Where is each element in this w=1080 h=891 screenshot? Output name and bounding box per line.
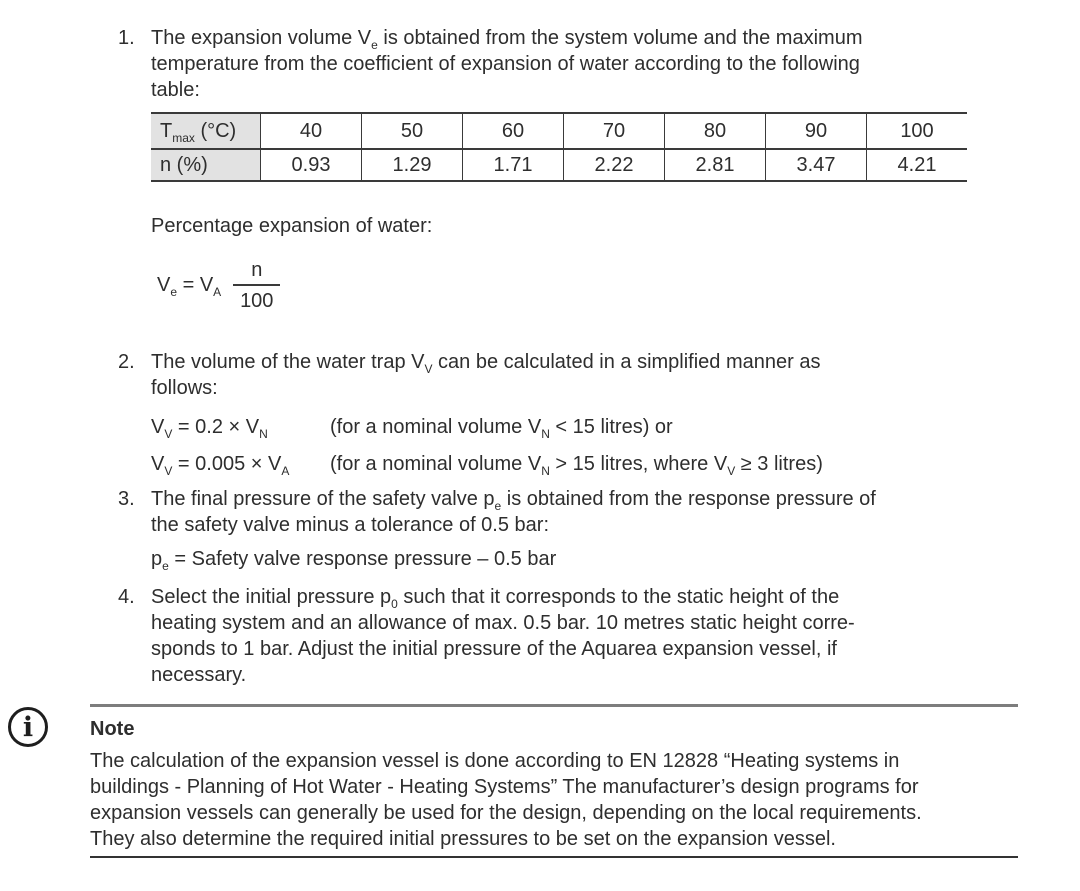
note-line: expansion vessels can generally be used for the design, depending on the local requirements. — [90, 802, 922, 824]
formula-expression — [151, 451, 330, 477]
info-icon: i — [8, 707, 48, 747]
subscript: 0 — [391, 597, 398, 611]
table-cell: 100 — [867, 113, 968, 149]
text-segment: T — [160, 120, 173, 142]
table-cell: 40 — [261, 113, 362, 149]
table-cell: 90 — [766, 113, 867, 149]
subscript: N — [541, 464, 550, 478]
subscript: V — [164, 464, 173, 478]
subscript: N — [541, 427, 550, 441]
item-text — [151, 349, 1080, 401]
text-segment: The volume of the water trap V — [151, 351, 425, 373]
text-segment: such that it corresponds to the static height of the — [397, 586, 840, 608]
subscript: max — [172, 131, 195, 145]
table-cell: 2.22 — [564, 149, 665, 181]
item-number: 4. — [118, 586, 135, 608]
table-cell: 80 — [665, 113, 766, 149]
table-cell: 1.71 — [463, 149, 564, 181]
subscript: N — [259, 427, 268, 441]
list-item-2 — [118, 349, 1080, 401]
item-text-line — [151, 25, 1080, 51]
text-segment: The expansion volume V — [151, 27, 372, 49]
text-segment: < 15 litres) or — [549, 416, 673, 438]
subscript: e — [371, 38, 378, 52]
text-segment: p — [151, 548, 163, 570]
note-heading: Note — [90, 718, 135, 740]
list-item-4 — [118, 584, 1080, 688]
formula-lhs — [157, 272, 221, 298]
item-text-line: the safety valve minus a tolerance of 0.5 bar: — [151, 514, 549, 536]
text-segment: = V — [177, 274, 214, 296]
water-trap-formula-row-1 — [151, 414, 1080, 440]
subscript: V — [727, 464, 736, 478]
table-row-n — [151, 149, 967, 181]
text-segment: (for a nominal volume V — [330, 453, 542, 475]
subscript: A — [213, 285, 222, 299]
note-paragraph — [90, 748, 1018, 852]
text-segment: The final pressure of the safety valve p — [151, 488, 495, 510]
text-segment: is obtained from the response pressure of — [501, 488, 876, 510]
text-segment: V — [151, 416, 165, 438]
formula-condition — [330, 414, 673, 440]
text-segment: = 0.005 × V — [172, 453, 282, 475]
item-text — [151, 486, 1080, 538]
item-number: 1. — [118, 27, 135, 49]
text-segment: Select the initial pressure p — [151, 586, 392, 608]
item-text-line: heating system and an allowance of max. 0.5 bar. 10 metres static height corre- — [151, 612, 855, 634]
text-segment: can be calculated in a simplified manner as — [432, 351, 821, 373]
table-cell: 50 — [362, 113, 463, 149]
formula-expression — [151, 546, 556, 572]
table-cell: 0.93 — [261, 149, 362, 181]
list-item-3 — [118, 486, 1080, 538]
list-item-1 — [118, 25, 1080, 103]
note-line: The calculation of the expansion vessel is done according to EN 12828 “Heating systems in — [90, 750, 900, 772]
item-number: 3. — [118, 488, 135, 510]
table-cell: 60 — [463, 113, 564, 149]
formula-expression — [151, 414, 330, 440]
item-text-line: temperature from the coefficient of expansion of water according to the following — [151, 53, 860, 75]
water-trap-formula-row-2 — [151, 451, 1080, 477]
subscript: V — [164, 427, 173, 441]
formula-condition — [330, 451, 823, 477]
percentage-expansion-label: Percentage expansion of water: — [151, 215, 433, 237]
note-line: They also determine the required initial pressures to be set on the expansion vessel. — [90, 828, 836, 850]
table-header-cell: n (%) — [151, 149, 261, 181]
item-text-line: table: — [151, 79, 200, 101]
item-text-line: necessary. — [151, 664, 247, 686]
text-segment: V — [151, 453, 165, 475]
subscript: e — [170, 285, 178, 299]
table-cell: 1.29 — [362, 149, 463, 181]
text-segment: (for a nominal volume V — [330, 416, 542, 438]
subscript: A — [281, 464, 290, 478]
expansion-volume-formula — [157, 256, 1080, 314]
text-segment: V — [157, 274, 171, 296]
fraction-denominator: 100 — [240, 289, 274, 312]
item-text-line: follows: — [151, 377, 218, 399]
text-segment: = Safety valve response pressure – 0.5 bar — [168, 548, 557, 570]
text-segment: (°C) — [194, 120, 237, 142]
fraction-numerator: n — [233, 257, 280, 286]
item-text-line — [151, 486, 1080, 512]
table-row-tmax — [151, 113, 967, 149]
text-segment: > 15 litres, where V — [549, 453, 728, 475]
item-text — [151, 25, 1080, 103]
item-text-line: sponds to 1 bar. Adjust the initial pressure of the Aquarea expansion vessel, if — [151, 638, 837, 660]
text-segment: = 0.2 × V — [172, 416, 260, 438]
safety-valve-formula — [151, 546, 1080, 572]
item-text-line — [151, 349, 1080, 375]
subscript: e — [494, 499, 502, 513]
table-cell: 4.21 — [867, 149, 968, 181]
item-number: 2. — [118, 351, 135, 373]
table-cell: 70 — [564, 113, 665, 149]
subscript: e — [162, 559, 169, 573]
expansion-coefficient-table — [151, 112, 967, 182]
table-cell: 2.81 — [665, 149, 766, 181]
item-text — [151, 584, 1080, 688]
note-line: buildings - Planning of Hot Water - Heating Systems” The manufacturer’s design programs for — [90, 776, 919, 798]
text-segment: ≥ 3 litres) — [735, 453, 823, 475]
fraction — [233, 257, 280, 314]
item-text-line — [151, 584, 1080, 610]
text-segment: is obtained from the system volume and the maximum — [377, 27, 863, 49]
note-section — [90, 704, 1018, 858]
subscript: V — [424, 362, 433, 376]
table-header-cell — [151, 113, 261, 149]
table-cell: 3.47 — [766, 149, 867, 181]
